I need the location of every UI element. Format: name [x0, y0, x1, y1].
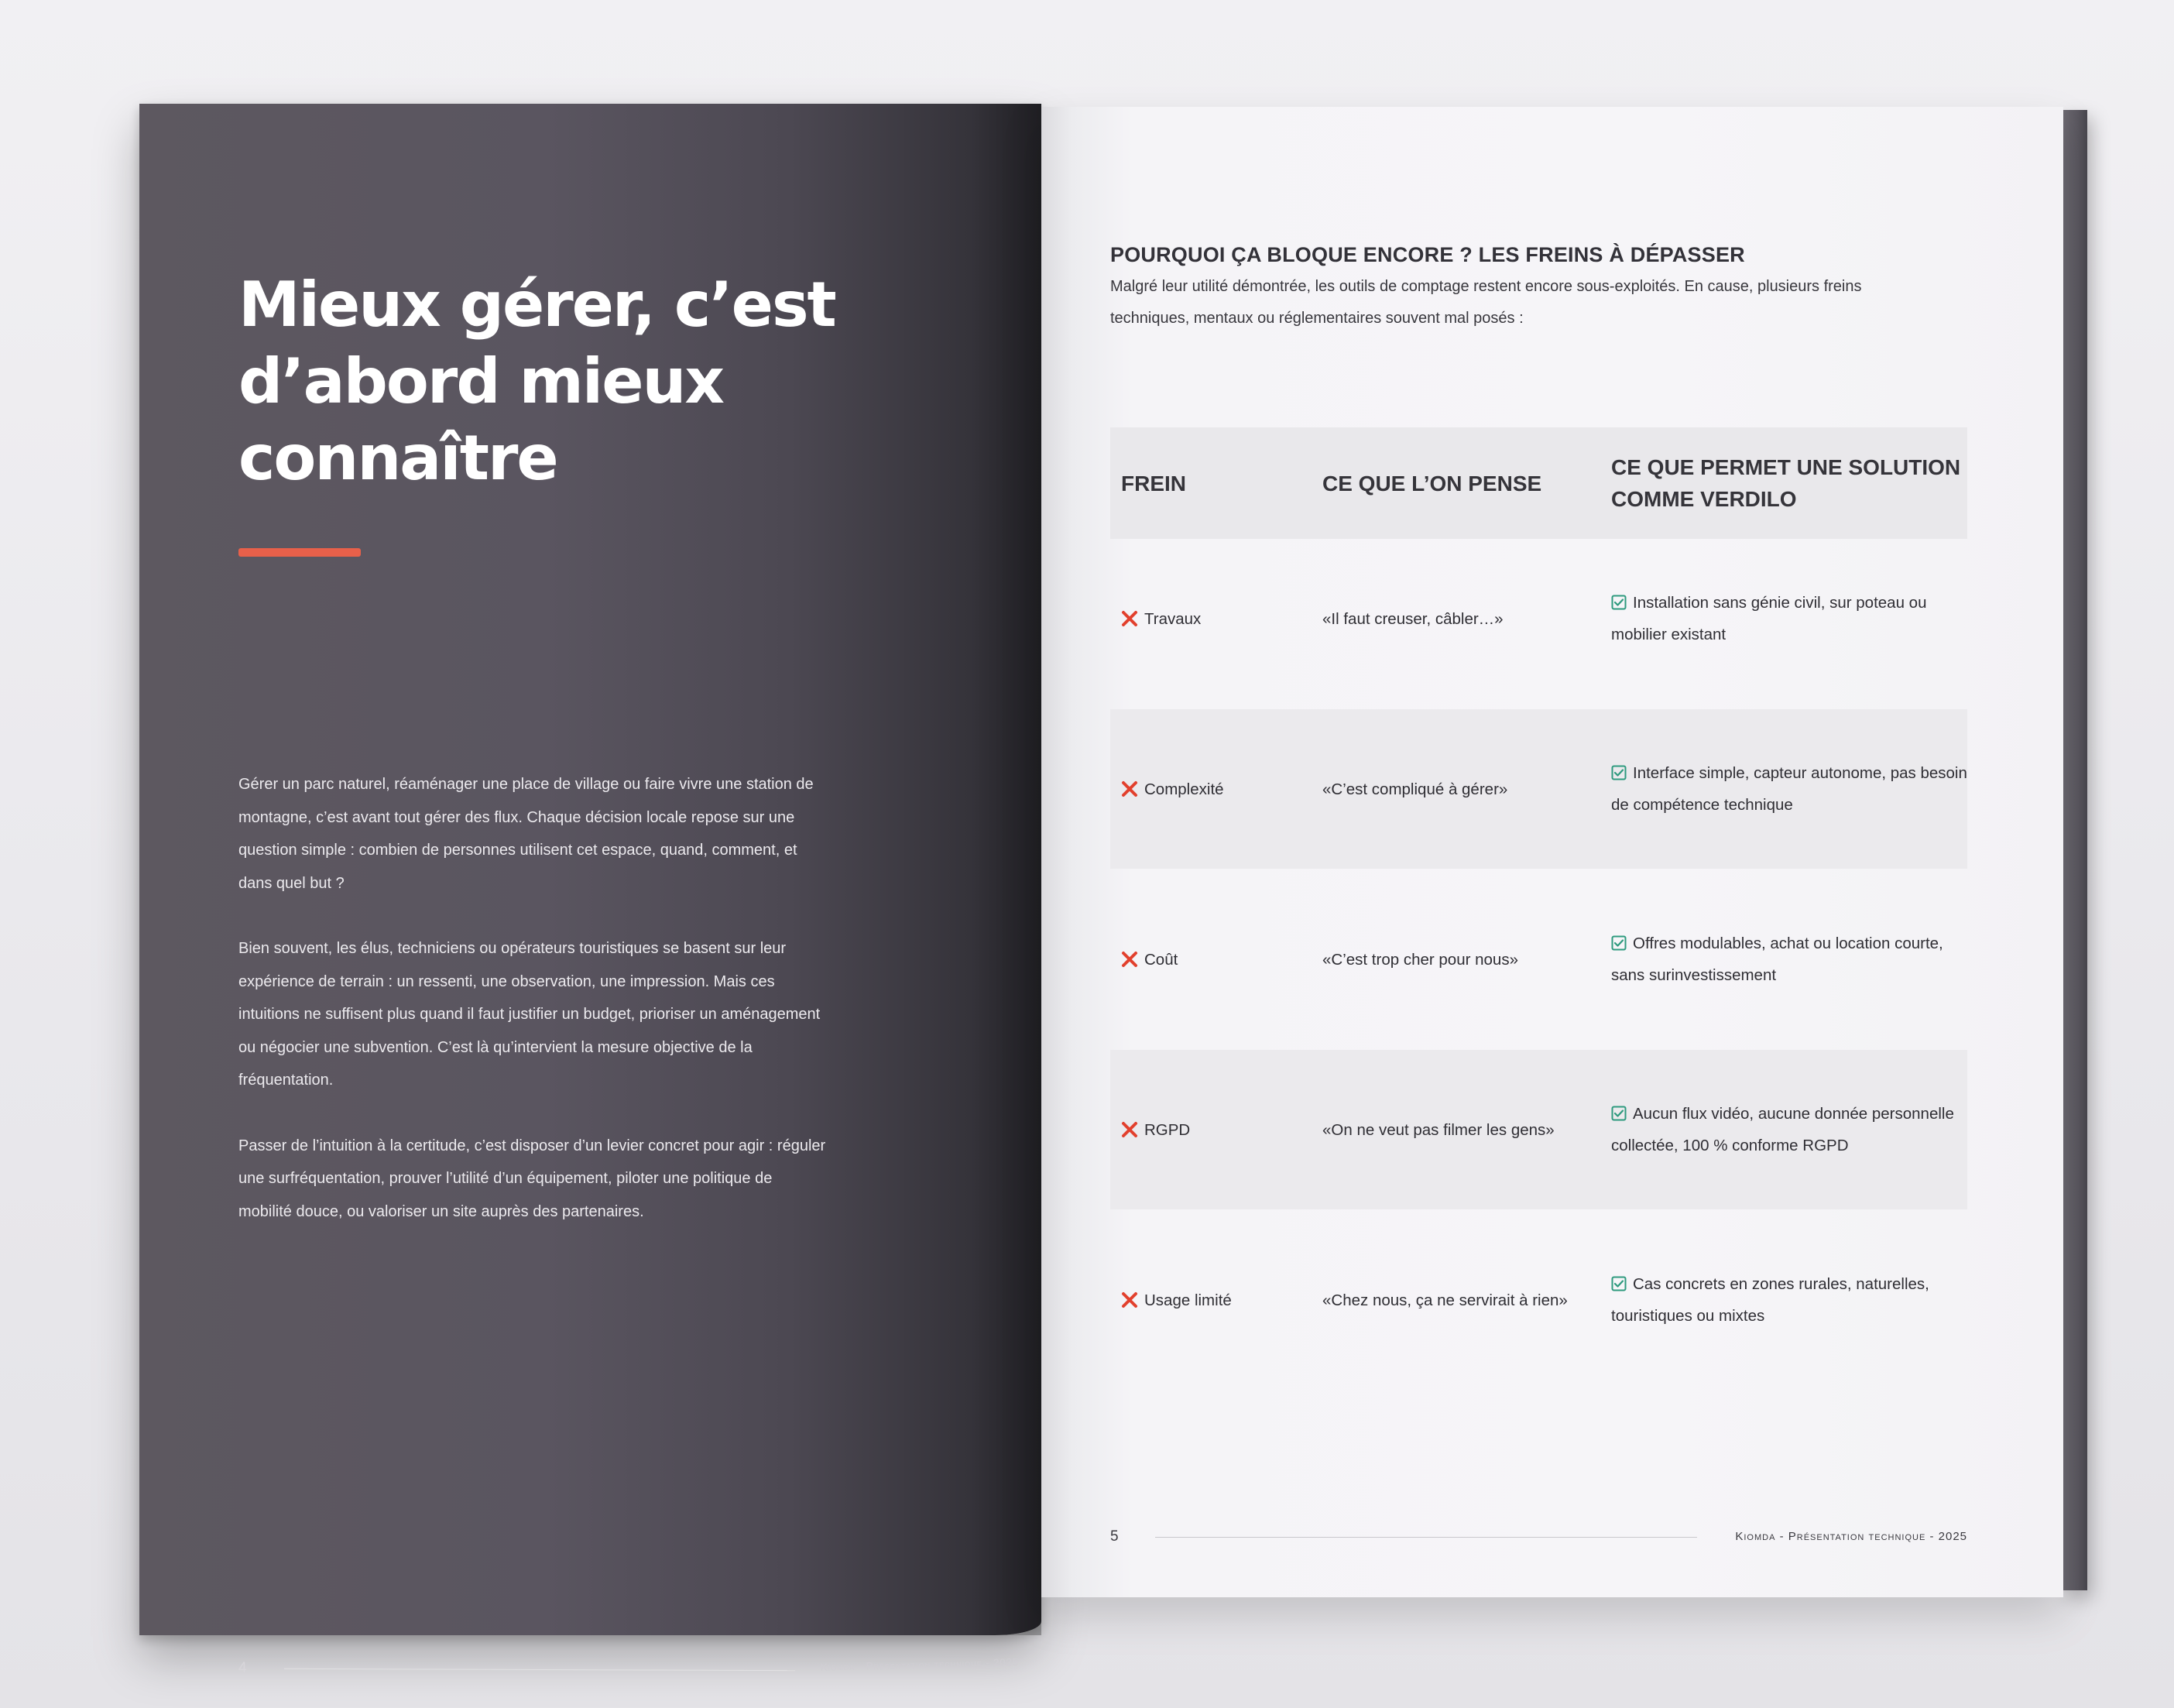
header-solution: CE QUE PERMET UNE SOLUTION COMME VERDILO	[1611, 455, 1961, 511]
solution-label: Offres modulables, achat ou location courte, sans surinvestissement	[1611, 935, 1943, 984]
table-row	[1110, 709, 1967, 869]
solution-cell	[1600, 928, 1967, 991]
table-row	[1110, 1220, 1967, 1380]
checkbox-check-icon	[1611, 595, 1627, 610]
solution-label: Interface simple, capteur autonome, pas besoin de compétence technique	[1611, 764, 1967, 814]
title-line-2: d’abord mieux	[238, 345, 724, 417]
left-body-text	[238, 768, 827, 1260]
frein-cell	[1110, 773, 1312, 805]
cross-mark-icon	[1121, 780, 1138, 797]
cross-mark-icon	[1121, 1121, 1138, 1138]
cross-mark-icon	[1121, 610, 1138, 627]
solution-label: Installation sans génie civil, sur poteau ou mobilier existant	[1611, 594, 1927, 643]
solution-cell	[1600, 1098, 1967, 1161]
left-page	[139, 104, 1041, 1676]
pense-cell: «C’est compliqué à gérer»	[1322, 780, 1508, 798]
pense-cell: «On ne veut pas filmer les gens»	[1322, 1120, 1555, 1139]
frein-cell	[1110, 1114, 1312, 1146]
frein-label: Coût	[1144, 950, 1178, 969]
frein-label: RGPD	[1144, 1120, 1191, 1139]
cross-mark-icon	[1121, 1291, 1138, 1308]
pense-cell: «C’est trop cher pour nous»	[1322, 950, 1518, 969]
right-page-heading: POURQUOI ÇA BLOQUE ENCORE ? LES FREINS À DÉPASSER	[1110, 243, 1745, 266]
frein-label: Travaux	[1144, 609, 1202, 628]
checkbox-check-icon	[1611, 935, 1627, 951]
solution-cell	[1600, 587, 1967, 650]
frein-label: Usage limité	[1144, 1291, 1232, 1309]
right-footer-rule	[1155, 1537, 1697, 1538]
checkbox-check-icon	[1611, 1106, 1627, 1121]
right-page-number: 5	[1110, 1528, 1119, 1545]
frein-label: Complexité	[1144, 780, 1224, 798]
spine-shadow	[972, 104, 1041, 1635]
paragraph-2: Bien souvent, les élus, techniciens ou opérateurs touristiques se basent sur leur expérience de terrain : un ressenti, une observation, une impression. Mais ces intuitions ne suffisent plus quand il faut justifier un budget, prioriser un aménagement ou négocier une subvention. C’est là qu’intervient la mesure objective de la fréquentation.	[238, 940, 821, 1089]
paragraph-3: Passer de l’intuition à la certitude, c’est disposer d’un levier concret pour agir : réguler une surfréquentation, prouver l’utilité d’un équipement, piloter une politique de mobilité douce, ou valoriser un site auprès des partenaires.	[238, 1137, 826, 1220]
paragraph-1: Gérer un parc naturel, réaménager une place de village ou faire vivre une station de montagne, c’est avant tout gérer des flux. Chaque décision locale repose sur une question simple : combien de personnes utilisent cet espace, quand, comment, et dans quel but ?	[238, 776, 814, 892]
cross-mark-icon	[1121, 951, 1138, 968]
right-page-intro: Malgré leur utilité démontrée, les outils de comptage restent encore sous-exploités. En cause, plusieurs freins techniques, mentaux ou réglementaires souvent mal posés :	[1110, 278, 1862, 327]
header-frein: FREIN	[1121, 471, 1186, 496]
right-page	[1041, 107, 2063, 1597]
left-page-number: 4	[238, 1660, 247, 1676]
solution-label: Cas concrets en zones rurales, naturelles, touristiques ou mixtes	[1611, 1275, 1929, 1325]
frein-cell	[1110, 944, 1312, 976]
right-page-edge	[2063, 110, 2087, 1590]
solution-cell	[1600, 757, 1967, 821]
solution-label: Aucun flux vidéo, aucune donnée personnelle collectée, 100 % conforme RGPD	[1611, 1105, 1954, 1154]
frein-cell	[1110, 1284, 1312, 1316]
accent-divider	[238, 548, 361, 557]
left-footer-label: Kiomda - Présentation technique - 2025	[820, 1655, 1020, 1673]
table-header-row	[1110, 427, 1967, 539]
pense-cell: «Chez nous, ça ne servirait à rien»	[1322, 1291, 1568, 1309]
frein-cell	[1110, 603, 1312, 635]
table-row	[1110, 1050, 1967, 1209]
right-footer-label: Kiomda - Présentation technique - 2025	[1735, 1530, 1967, 1543]
checkbox-check-icon	[1611, 765, 1627, 780]
obstacles-table	[1110, 427, 1967, 1380]
solution-cell	[1600, 1268, 1967, 1332]
title-line-1: Mieux gérer, c’est	[238, 269, 835, 341]
left-page-title	[238, 266, 982, 496]
title-line-3: connaître	[238, 422, 557, 494]
header-pense: CE QUE L’ON PENSE	[1322, 471, 1542, 496]
pense-cell: «Il faut creuser, câbler…»	[1322, 609, 1504, 628]
table-row	[1110, 880, 1967, 1039]
table-row	[1110, 539, 1967, 698]
checkbox-check-icon	[1611, 1276, 1627, 1291]
